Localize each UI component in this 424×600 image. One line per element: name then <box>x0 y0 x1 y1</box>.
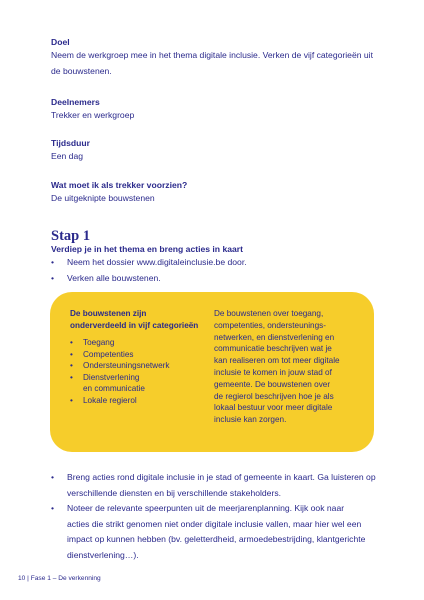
description-line: inclusie te komen in jouw stad of <box>214 367 332 377</box>
description-line: kan realiseren om tot meer digitale <box>214 356 340 366</box>
list-line: impact op kunnen hebben (bv. geletterdheid, armoedebestrijding, klantgerichte <box>67 534 366 544</box>
list-item: • Neem het dossier www.digitaleinclusie.be door. <box>51 255 381 271</box>
description-line: De bouwstenen over toegang, <box>214 309 324 318</box>
list-line: • Noteer de relevante speerpunten uit de meerjarenplanning. Kijk ook naar <box>67 503 345 513</box>
section-text <box>51 48 386 79</box>
section-heading: Wat moet ik als trekker voorzien? <box>51 180 188 190</box>
list-item: • Verken alle bouwstenen. <box>51 271 381 287</box>
card-description <box>214 308 364 426</box>
action-bullet-list <box>51 470 381 563</box>
category-item: • Lokale regierol <box>70 395 210 407</box>
section-text: De uitgeknipte bouwstenen <box>51 193 155 203</box>
description-line: netwerken, en dienstverlening en <box>214 332 335 342</box>
description-line: communicatie beschrijven wat je <box>214 344 332 354</box>
title-line: De bouwstenen zijn <box>70 309 147 318</box>
list-line: dienstverlening…). <box>67 549 139 560</box>
description-line: de regierol beschrijven hoe je als <box>214 391 334 401</box>
description-line: lokaal bestuur voor meer digitale <box>214 403 333 413</box>
category-line: en communicatie <box>83 384 145 393</box>
description-line: competenties, ondersteunings- <box>214 320 326 330</box>
section-trekker <box>51 179 386 207</box>
page-footer: 10 | Fase 1 – De verkenning <box>18 575 101 582</box>
categories-card <box>50 292 374 452</box>
step-subtitle: Verdiep je in het thema en breng acties in kaart <box>51 244 243 254</box>
list-line: acties die strikt genomen niet onder digitale inclusie vallen, maar hier wel een <box>67 518 362 529</box>
category-item <box>70 372 210 395</box>
section-heading: Doel <box>51 37 70 47</box>
category-list <box>70 337 210 406</box>
description-line: gemeente. De bouwstenen over <box>214 379 331 389</box>
section-text: Een dag <box>51 151 84 161</box>
section-heading: Deelnemers <box>51 97 100 107</box>
description-line: inclusie kan zorgen. <box>214 415 287 425</box>
category-item: • Ondersteuningsnetwerk <box>70 360 210 372</box>
text-line: de bouwstenen. <box>51 65 112 76</box>
section-heading: Tijdsduur <box>51 138 90 148</box>
category-line: • Dienstverlening <box>83 372 140 382</box>
step-bullet-list <box>51 255 381 286</box>
section-doel <box>51 36 386 79</box>
card-left-column <box>70 308 210 406</box>
list-line: verschillende diensten en bij verschillende stakeholders. <box>67 487 282 498</box>
category-item: • Competenties <box>70 349 210 361</box>
step-title: Stap 1 <box>51 228 91 244</box>
text-line: Neem de werkgroep mee in het thema digitale inclusie. Verken de vijf categorieën uit <box>51 50 373 60</box>
section-deelnemers <box>51 96 386 124</box>
card-title <box>70 308 210 332</box>
list-item <box>51 470 381 501</box>
title-line: onderverdeeld in vijf categorieën <box>70 321 199 330</box>
section-text: Trekker en werkgroep <box>51 110 135 120</box>
list-line: • Breng acties rond digitale inclusie in je stad of gemeente in kaart. Ga luisteren op <box>67 472 376 482</box>
section-tijdsduur <box>51 137 386 165</box>
list-item <box>51 501 381 563</box>
category-item: • Toegang <box>70 337 210 349</box>
